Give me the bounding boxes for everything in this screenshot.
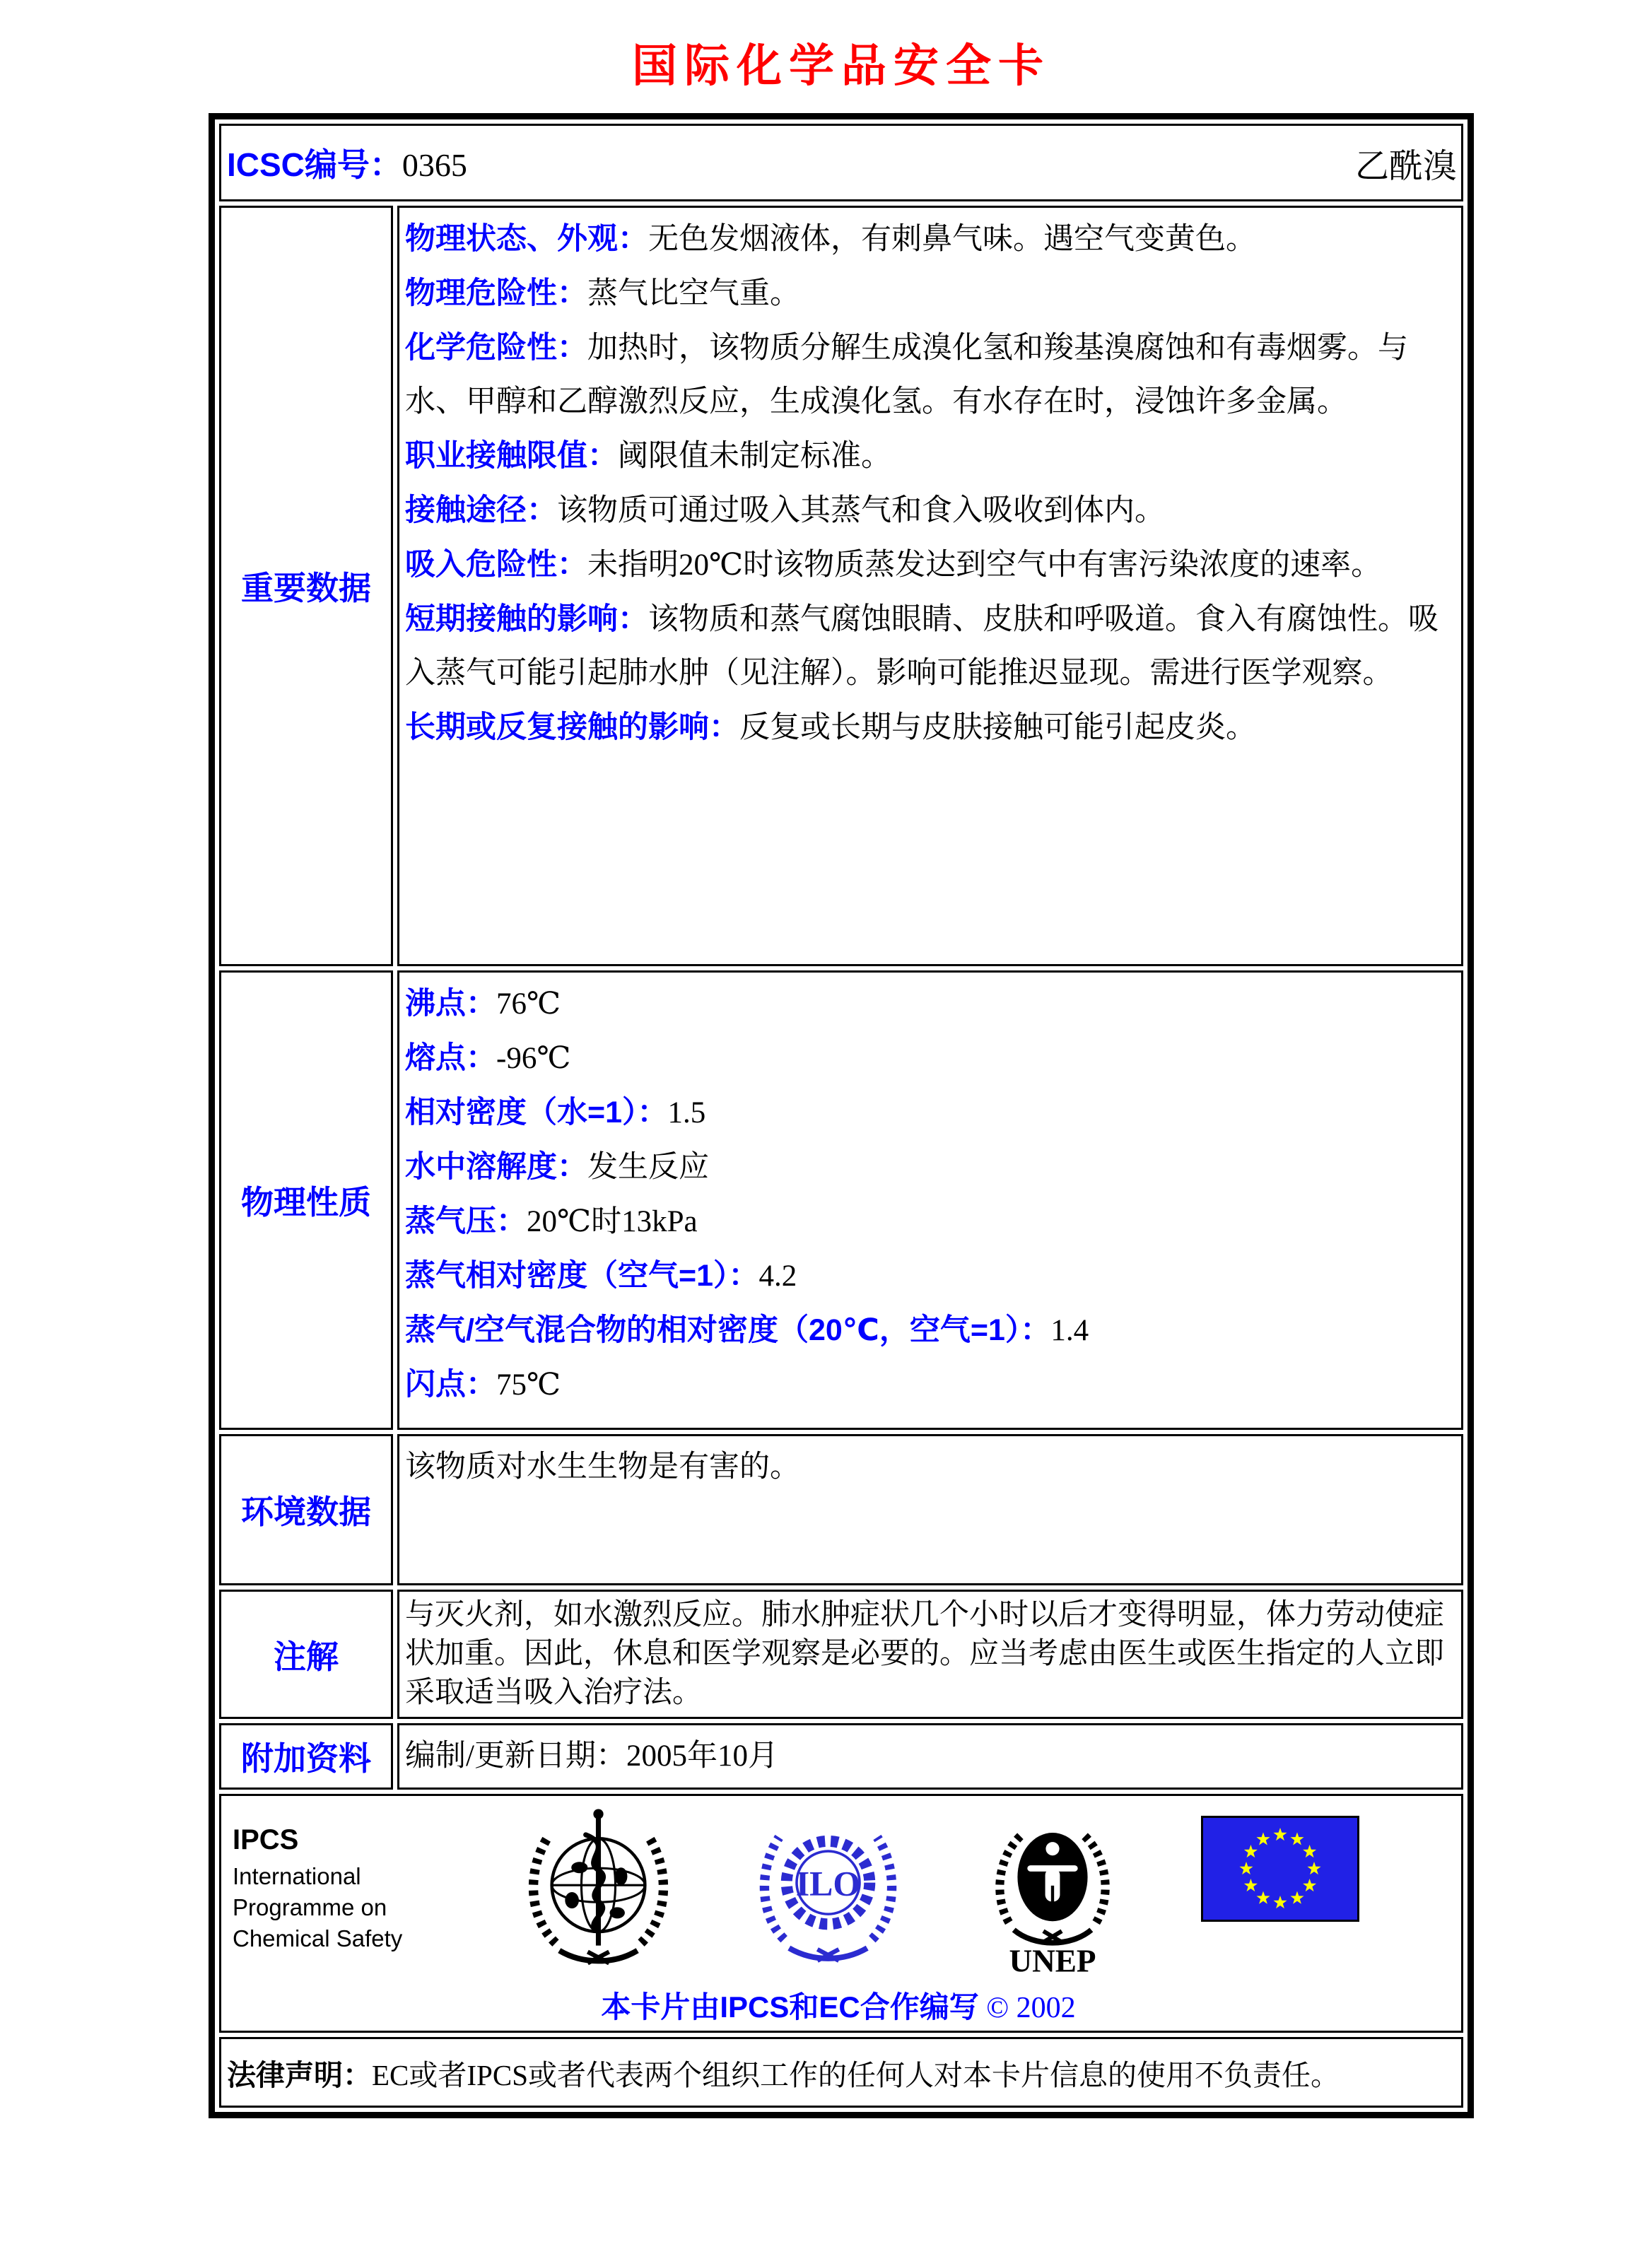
- field-label: 职业接触限值：: [405, 439, 618, 473]
- logos-row: [219, 1794, 1463, 2033]
- field-value: 反复或长期与皮肤接触可能引起皮炎。: [739, 711, 1256, 744]
- section-title-environmental-data: 环境数据: [219, 1434, 393, 1585]
- field-label: 化学危险性：: [405, 331, 587, 365]
- field-label: 物理危险性：: [405, 276, 587, 310]
- relative-density-item: [405, 1086, 1454, 1140]
- legal-label: 法律声明：: [227, 2058, 372, 2091]
- field-value: 1.5: [667, 1096, 706, 1129]
- important-data-content: [397, 206, 1463, 966]
- icsc-number-value: 0365: [402, 147, 467, 183]
- short-term-effects-item: [405, 592, 1454, 700]
- section-row-environmental-data: [219, 1434, 1463, 1585]
- unep-logo-text: UNEP: [1009, 1943, 1096, 1979]
- ipcs-acronym: IPCS: [233, 1824, 299, 1855]
- field-label: 蒸气压：: [405, 1204, 527, 1238]
- flash-point-item: [405, 1358, 1454, 1412]
- legal-text: EC或者IPCS或者代表两个组织工作的任何人对本卡片信息的使用不负责任。: [372, 2058, 1340, 2091]
- melting-point-item: [405, 1031, 1454, 1086]
- field-value: 76℃: [496, 987, 561, 1021]
- exposure-limit-item: [405, 429, 1454, 483]
- ilo-logo-text: ILO: [795, 1864, 861, 1903]
- field-label: 长期或反复接触的影响：: [405, 710, 739, 744]
- additional-info-content: [397, 1723, 1463, 1790]
- ipcs-full-name-line3: Chemical Safety: [233, 1925, 403, 1951]
- icsc-number-group: [227, 139, 467, 186]
- field-label: 沸点：: [405, 987, 496, 1021]
- ipcs-text-block: [233, 1806, 445, 1954]
- field-value: 20℃时13kPa: [527, 1205, 698, 1238]
- field-label: 物理状态、外观：: [405, 222, 648, 256]
- section-row-additional-info: [219, 1723, 1463, 1790]
- field-label: 闪点：: [405, 1368, 496, 1402]
- field-label: 水中溶解度：: [405, 1150, 587, 1184]
- credit-text: 本卡片由IPCS和EC合作编写: [601, 1990, 979, 2024]
- field-label: 蒸气/空气混合物的相对密度（20℃，空气=1）：: [405, 1313, 1051, 1347]
- credit-year: © 2002: [986, 1992, 1076, 2024]
- field-value: 加热时，该物质分解生成溴化氢和羧基溴腐蚀和有毒烟雾。与水、甲醇和乙醇激烈反应，生成溴化氢。有水存在时，浸蚀许多金属。: [405, 331, 1408, 418]
- update-date-text: 编制/更新日期：2005年10月: [405, 1739, 778, 1773]
- ilo-logo-icon: [752, 1806, 904, 1972]
- physical-danger-item: [405, 266, 1454, 321]
- section-title-additional-info: 附加资料: [219, 1723, 393, 1790]
- field-label: 相对密度（水=1）：: [405, 1096, 668, 1129]
- credit-line: [233, 1984, 1444, 2026]
- section-title-notes: 注解: [219, 1590, 393, 1719]
- ipcs-full-name-line2: Programme on: [233, 1894, 387, 1920]
- section-row-physical-properties: [219, 970, 1463, 1430]
- eu-flag-icon: [1201, 1816, 1359, 1922]
- physical-state-item: [405, 212, 1454, 266]
- field-value: 该物质和蒸气腐蚀眼睛、皮肤和呼吸道。食入有腐蚀性。吸入蒸气可能引起肺水肿（见注解）。影响可能推迟显现。需进行医学观察。: [405, 603, 1439, 690]
- field-label: 接触途径：: [405, 493, 557, 527]
- legal-row: [219, 2037, 1463, 2108]
- environmental-data-content: [397, 1434, 1463, 1585]
- water-solubility-item: [405, 1140, 1454, 1194]
- chemical-danger-item: [405, 321, 1454, 429]
- section-row-notes: [219, 1590, 1463, 1719]
- field-label: 熔点：: [405, 1041, 496, 1075]
- vapor-density-item: [405, 1249, 1454, 1303]
- field-value: 4.2: [758, 1260, 797, 1293]
- icsc-number-label: ICSC编号：: [227, 146, 402, 183]
- vapor-air-density-item: [405, 1303, 1454, 1358]
- who-logo-icon: [522, 1806, 674, 1972]
- field-label: 短期接触的影响：: [405, 602, 648, 636]
- field-value: 无色发烟液体，有刺鼻气味。遇空气变黄色。: [648, 223, 1256, 256]
- field-value: 未指明20℃时该物质蒸发达到空气中有害污染浓度的速率。: [587, 548, 1382, 582]
- legal-notice: [219, 2037, 1463, 2108]
- field-value: 阈限值未制定标准。: [618, 440, 891, 473]
- field-label: 吸入危险性：: [405, 548, 587, 582]
- chemical-name: 乙酰溴: [1354, 147, 1457, 185]
- notes-text: 与灭火剂，如水激烈反应。肺水肿症状几个小时以后才变得明显，体力劳动使症状加重。因此，休息和医学观察是必要的。应当考虑由医生或医生指定的人立即采取适当吸入治疗法。: [405, 1599, 1445, 1709]
- section-title-physical-properties: 物理性质: [219, 970, 393, 1430]
- field-label: 蒸气相对密度（空气=1）：: [405, 1259, 759, 1293]
- physical-properties-content: [397, 970, 1463, 1430]
- environment-text: 该物质对水生生物是有害的。: [405, 1450, 800, 1484]
- section-title-important-data: 重要数据: [219, 206, 393, 966]
- vapor-pressure-item: [405, 1194, 1454, 1249]
- icsc-card-table: [209, 113, 1474, 2118]
- boiling-point-item: [405, 977, 1454, 1031]
- unep-logo-icon: [982, 1806, 1123, 1983]
- field-value: 1.4: [1050, 1314, 1089, 1347]
- notes-content: [397, 1590, 1463, 1719]
- field-value: 该物质可通过吸入其蒸气和食入吸收到体内。: [557, 494, 1165, 527]
- header-row: [219, 124, 1463, 201]
- inhalation-risk-item: [405, 538, 1454, 592]
- section-row-important-data: [219, 206, 1463, 966]
- page-title: 国际化学品安全卡: [632, 40, 1050, 91]
- long-term-effects-item: [405, 700, 1454, 755]
- field-value: 发生反应: [587, 1151, 709, 1184]
- field-value: 蒸气比空气重。: [587, 277, 800, 310]
- field-value: -96℃: [496, 1042, 571, 1075]
- ipcs-full-name-line1: International: [233, 1863, 361, 1889]
- exposure-route-item: [405, 483, 1454, 538]
- field-value: 75℃: [496, 1368, 561, 1402]
